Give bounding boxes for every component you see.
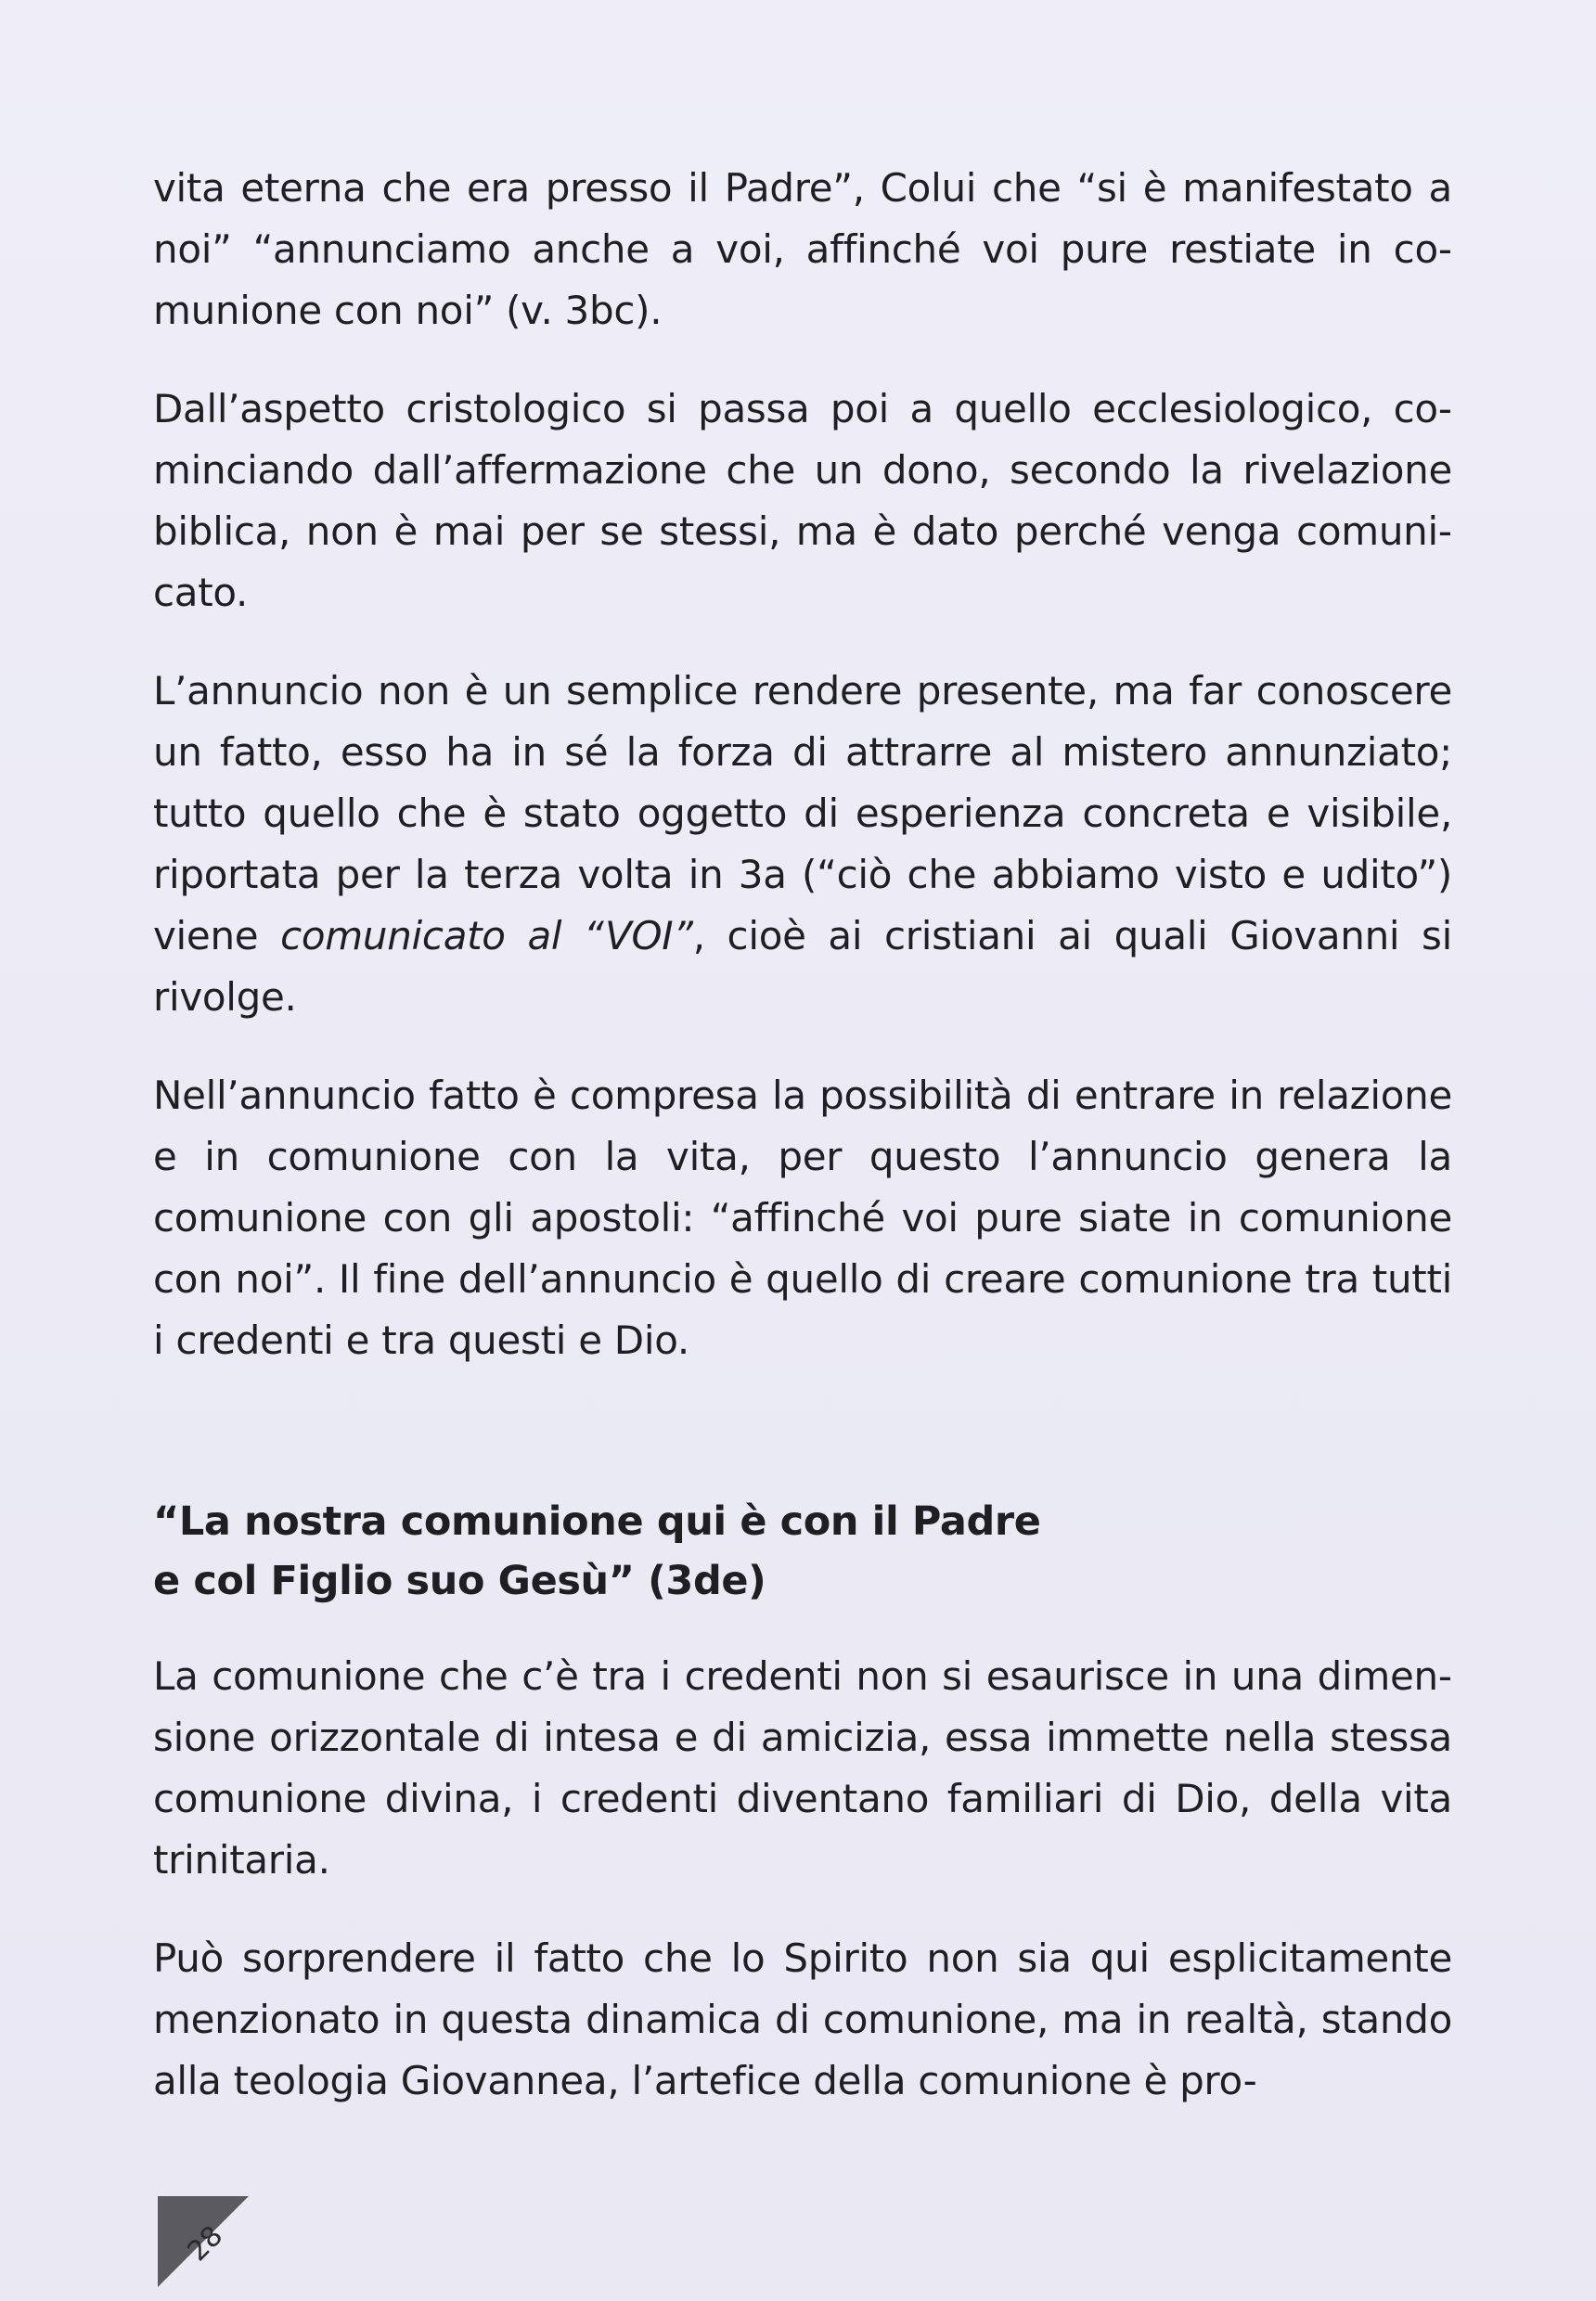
page-number: 28 bbox=[181, 2219, 230, 2269]
paragraph-4: Nell’annuncio fatto è compresa la possibilità di entrare in relazione e in comunione con la vita, per questo l’annuncio genera la comunione con gli apostoli: “affinché voi pure siate in comunione con noi”. Il fine dell’annuncio è quello di creare comunione tra tutti i credenti e tra questi e Dio. bbox=[153, 1073, 1452, 1363]
section-heading bbox=[153, 1492, 1452, 1611]
paragraph-3-start: L’annuncio non è un semplice rendere presente, ma far conoscere un fatto, esso ha in sé la forza di attrarre al mistero annunziato; tutto quello che è stato oggetto di esperienza concreta e visibile, riportata per la terza volta in 3a (“ciò che abbiamo visto e udito”) viene bbox=[153, 668, 1452, 958]
section-heading-line-1: “La nostra comunione qui è con il Padre bbox=[153, 1498, 1041, 1545]
paragraph-3-end: , cioè ai cristiani ai quali Giovanni si rivolge. bbox=[153, 913, 1452, 1020]
paragraph-1: vita eterna che era presso il Padre”, Colui che “si è manifestato a noi” “annunciamo anche a voi, affinché voi pure restiate in comunione con noi” (v. 3bc). bbox=[153, 165, 1452, 333]
paragraph-3-italic: comunicato al “VOI” bbox=[280, 913, 693, 958]
page-number-marker bbox=[156, 2194, 258, 2296]
paragraph-2: Dall’aspetto cristologico si passa poi a quello ecclesiologico, cominciando dall’affermazione che un dono, secondo la rivelazione biblica, non è mai per se stessi, ma è dato perché venga comunicato. bbox=[153, 386, 1452, 615]
page-body bbox=[153, 158, 1452, 2149]
section-heading-line-2: e col Figlio suo Gesù” (3de) bbox=[153, 1558, 766, 1604]
paragraph-3 bbox=[153, 661, 1452, 1028]
paragraph-6: Può sorprendere il fatto che lo Spirito non sia qui esplicitamente menzionato in questa dinamica di comunione, ma in realtà, stando alla teologia Giovannea, l’artefice della comunione è pro- bbox=[153, 1935, 1452, 2103]
paragraph-5: La comunione che c’è tra i credenti non si esaurisce in una dimensione orizzontale di intesa e di amicizia, essa immette nella stessa comunione divina, i credenti diventano familiari di Dio, della vita trinitaria. bbox=[153, 1653, 1452, 1883]
